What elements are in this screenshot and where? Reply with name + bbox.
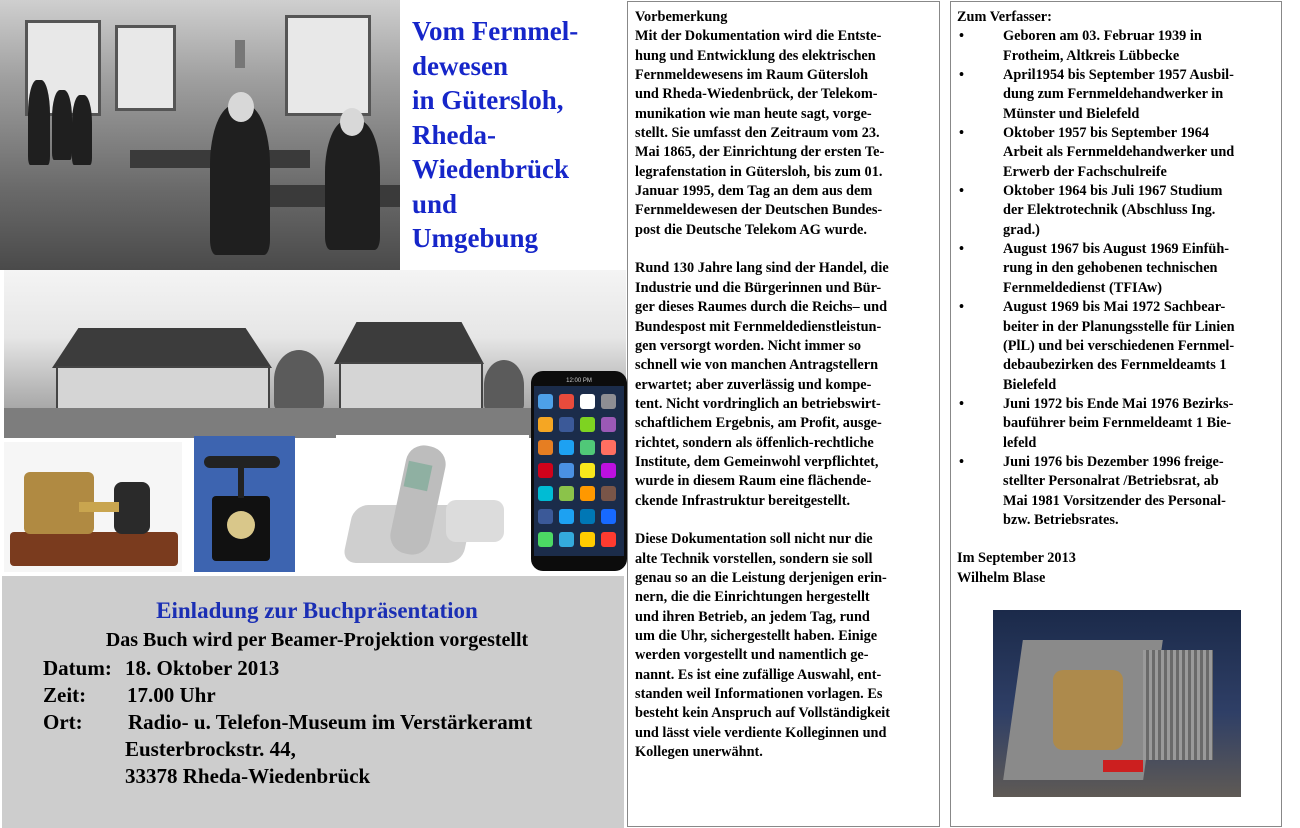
time-label: Zeit: [43, 683, 87, 707]
text-line: stellt. Sie umfasst den Zeitraum vom 23. [635, 125, 880, 142]
biography-line: Münster und Bielefeld [1003, 105, 1140, 122]
biography-line: Erwerb der Fachschulreife [1003, 163, 1167, 180]
biography-line: bzw. Betriebsrates. [1003, 511, 1119, 528]
signoff-date: Im September 2013 [957, 550, 1076, 567]
text-line: post die Deutsche Telekom AG wurde. [635, 221, 867, 238]
app-icon [580, 440, 595, 455]
app-icon [601, 417, 616, 432]
document-title [412, 14, 622, 256]
biography-list [957, 27, 1277, 530]
bullet-icon: • [959, 67, 965, 84]
biography-line: stellter Personalrat /Betriebsrat, ab [1003, 473, 1219, 490]
vorbemerkung-paragraph-2 [635, 259, 935, 510]
app-icon [538, 532, 553, 547]
text-line: besteht kein Anspruch auf Vollständigkeit [635, 705, 891, 722]
biography-item [957, 124, 1277, 182]
place-line-3: 33378 Rheda-Wiedenbrück [125, 764, 371, 788]
app-icon [580, 463, 595, 478]
biography-line: Arbeit als Fernmeldehandwerker und [1003, 144, 1235, 161]
invitation-panel [2, 576, 624, 828]
smartphone-icon [530, 370, 628, 572]
text-line: Industrie und die Bürgerinnen und Bür- [635, 279, 882, 296]
bullet-icon: • [959, 125, 965, 142]
biography-line: August 1967 bis August 1969 Einfüh- [1003, 241, 1230, 258]
bullet-icon: • [959, 453, 965, 470]
text-line: und Rheda-Wiedenbrück, der Telekom- [635, 86, 878, 103]
bullet-icon: • [959, 299, 965, 316]
app-icon [538, 417, 553, 432]
title-line: Vom Fernmel- [412, 16, 579, 46]
vorbemerkung-text [635, 8, 935, 782]
text-line: wurde in diesem Raum eine flächende- [635, 473, 872, 490]
biography-line: (PlL) und bei verschiedenen Fernmel- [1003, 337, 1235, 354]
vorbemerkung-column [627, 1, 940, 827]
smartphone-time: 12:00 PM [566, 378, 592, 384]
biography-item [957, 182, 1277, 240]
vorbemerkung-paragraph-1 [635, 27, 935, 240]
biography-line: bauführer beim Fernmeldeamt 1 Bie- [1003, 415, 1232, 432]
app-icon [601, 394, 616, 409]
text-line: Kollegen unerwähnt. [635, 744, 763, 761]
text-line: um die Uhr, sichergestellt haben. Einige [635, 628, 878, 644]
app-icon [538, 486, 553, 501]
text-line: und lässt viele verdiente Kolleginnen und [635, 724, 887, 741]
app-icon [580, 532, 595, 547]
author-name: Wilhelm Blase [957, 569, 1046, 586]
app-icon [559, 440, 574, 455]
text-line: Mit der Dokumentation wird die Entste- [635, 28, 882, 45]
text-line: nern, die die Einrichtungen hergestellt [635, 589, 870, 606]
text-line: richtet, sondern als öffenlich-rechtliche [635, 434, 874, 451]
app-icon [538, 394, 553, 409]
biography-line: Bielefeld [1003, 376, 1057, 393]
app-icon [559, 532, 574, 547]
bullet-icon: • [959, 241, 965, 258]
app-icon [601, 463, 616, 478]
biography-line: lefeld [1003, 434, 1037, 451]
invitation-title: Einladung zur Buchpräsentation [156, 598, 478, 623]
text-line: hung und Entwicklung des elektrischen [635, 47, 876, 64]
date-value: 18. Oktober 2013 [125, 656, 280, 680]
text-line: ger dieses Raumes durch die Reichs– und [635, 299, 888, 316]
app-icon [601, 532, 616, 547]
text-line: Mai 1865, der Einrichtung der ersten Te- [635, 144, 885, 161]
biography-line: Geboren am 03. Februar 1939 in [1003, 28, 1202, 45]
biography-line: grad.) [1003, 221, 1040, 238]
bullet-icon: • [959, 395, 965, 412]
text-line: werden vorgestellt und namentlich ge- [635, 647, 869, 664]
biography-line: Juni 1972 bis Ende Mai 1976 Bezirks- [1003, 395, 1234, 412]
text-line: Fernmeldewesens im Raum Gütersloh [635, 67, 869, 84]
text-line: nannt. Es ist eine zufällige Auswahl, ent- [635, 666, 882, 683]
historic-office-photo [0, 0, 400, 270]
app-icon [538, 463, 553, 478]
date-label: Datum: [43, 656, 112, 680]
biography-item [957, 453, 1277, 530]
app-icon [559, 509, 574, 524]
app-icon [601, 486, 616, 501]
title-line: und [412, 188, 458, 219]
bullet-icon: • [959, 183, 965, 200]
invitation-subtitle: Das Buch wird per Beamer-Projektion vorgestellt [105, 629, 529, 651]
cordless-phone-photo [336, 435, 529, 572]
biography-line: August 1969 bis Mai 1972 Sachbear- [1003, 299, 1226, 316]
place-label: Ort: [43, 710, 83, 734]
biography-item [957, 298, 1277, 395]
title-line: Wiedenbrück [412, 154, 570, 184]
telegraph-apparatus-photo [4, 442, 182, 572]
signoff [957, 549, 1277, 588]
app-icon [601, 440, 616, 455]
text-line: legrafenstation in Gütersloh, bis zum 01. [635, 163, 883, 180]
app-icon [559, 486, 574, 501]
biography-line: Oktober 1957 bis September 1964 [1003, 125, 1209, 142]
text-line: alte Technik vorstellen, sondern sie soll [635, 550, 873, 567]
biography-line: Mai 1981 Vorsitzender des Personal- [1003, 492, 1226, 509]
app-icon [559, 463, 574, 478]
app-icon [559, 394, 574, 409]
antique-telephone-photo [194, 436, 295, 572]
biography-line: debaubezirken des Fernmeldeamts 1 [1003, 357, 1227, 374]
text-line: schaftlichem Ergebnis, am Profit, ausge- [635, 415, 882, 432]
biography-line: rung in den gehobenen technischen [1003, 260, 1218, 277]
smartphone-icon [530, 370, 628, 572]
relay-switch-photo [993, 610, 1241, 797]
vorbemerkung-paragraph-3 [635, 530, 935, 762]
text-line: gen versorgt worden. Nicht immer so [635, 337, 862, 354]
text-line: Januar 1995, dem Tag an dem aus dem [635, 183, 873, 200]
text-line: Fernmeldewesen der Deutschen Bundes- [635, 202, 883, 219]
app-icon [538, 440, 553, 455]
text-line: erwartet; aber zuverlässig und kompe- [635, 376, 872, 393]
app-icon [601, 509, 616, 524]
text-line: ckende Infrastruktur bereitgestellt. [635, 492, 851, 509]
app-icon [580, 509, 595, 524]
biography-line: Juni 1976 bis Dezember 1996 freige- [1003, 453, 1224, 470]
biography-line: dung zum Fernmeldehandwerker in [1003, 86, 1224, 103]
text-line: Rund 130 Jahre lang sind der Handel, die [635, 260, 889, 277]
app-icon [580, 394, 595, 409]
text-line: Bundespost mit Fernmeldedienstleistun- [635, 318, 882, 335]
text-line: schnell wie von manchen Antragstellern [635, 357, 879, 374]
biography-line: Fernmeldedienst (TFIAw) [1003, 279, 1162, 296]
biography-line: der Elektrotechnik (Abschluss Ing. [1003, 202, 1216, 219]
time-value: 17.00 Uhr [127, 683, 216, 707]
biography-item [957, 240, 1277, 298]
biography-line: Oktober 1964 bis Juli 1967 Studium [1003, 183, 1223, 200]
text-line: munikation wie man heute sagt, vorge- [635, 105, 872, 122]
text-line: genau so an die Leistung derjenigen erin- [635, 569, 887, 586]
app-icon [580, 417, 595, 432]
app-icon [559, 417, 574, 432]
app-icon [580, 486, 595, 501]
text-line: und ihren Betrieb, an jedem Tag, rund [635, 608, 870, 625]
text-line: standen weil Informationen vorlagen. Es [635, 686, 883, 703]
biography-item [957, 66, 1277, 124]
title-line: Umgebung [412, 223, 539, 253]
biography-line: Frotheim, Altkreis Lübbecke [1003, 47, 1180, 64]
title-line: dewesen [412, 50, 508, 81]
verfasser-text [957, 8, 1277, 588]
text-line: Diese Dokumentation soll nicht nur die [635, 531, 873, 548]
place-line-1: Radio- u. Telefon-Museum im Verstärkeramt [128, 710, 533, 734]
verfasser-heading: Zum Verfasser: [957, 9, 1052, 25]
vorbemerkung-heading: Vorbemerkung [635, 9, 728, 25]
text-line: tent. Nicht vordringlich an betriebswirt- [635, 395, 881, 412]
text-line: Institute, dem Gemeinwohl verpflichtet, [635, 453, 879, 470]
biography-line: beiter in der Planungsstelle für Linien [1003, 318, 1235, 335]
place-line-2: Eusterbrockstr. 44, [125, 737, 296, 761]
title-line: in Gütersloh, [412, 85, 564, 115]
biography-item [957, 395, 1277, 453]
biography-item [957, 27, 1277, 66]
app-icon [538, 509, 553, 524]
biography-line: April1954 bis September 1957 Ausbil- [1003, 67, 1234, 84]
bullet-icon: • [959, 28, 965, 45]
title-line: Rheda- [412, 119, 497, 150]
